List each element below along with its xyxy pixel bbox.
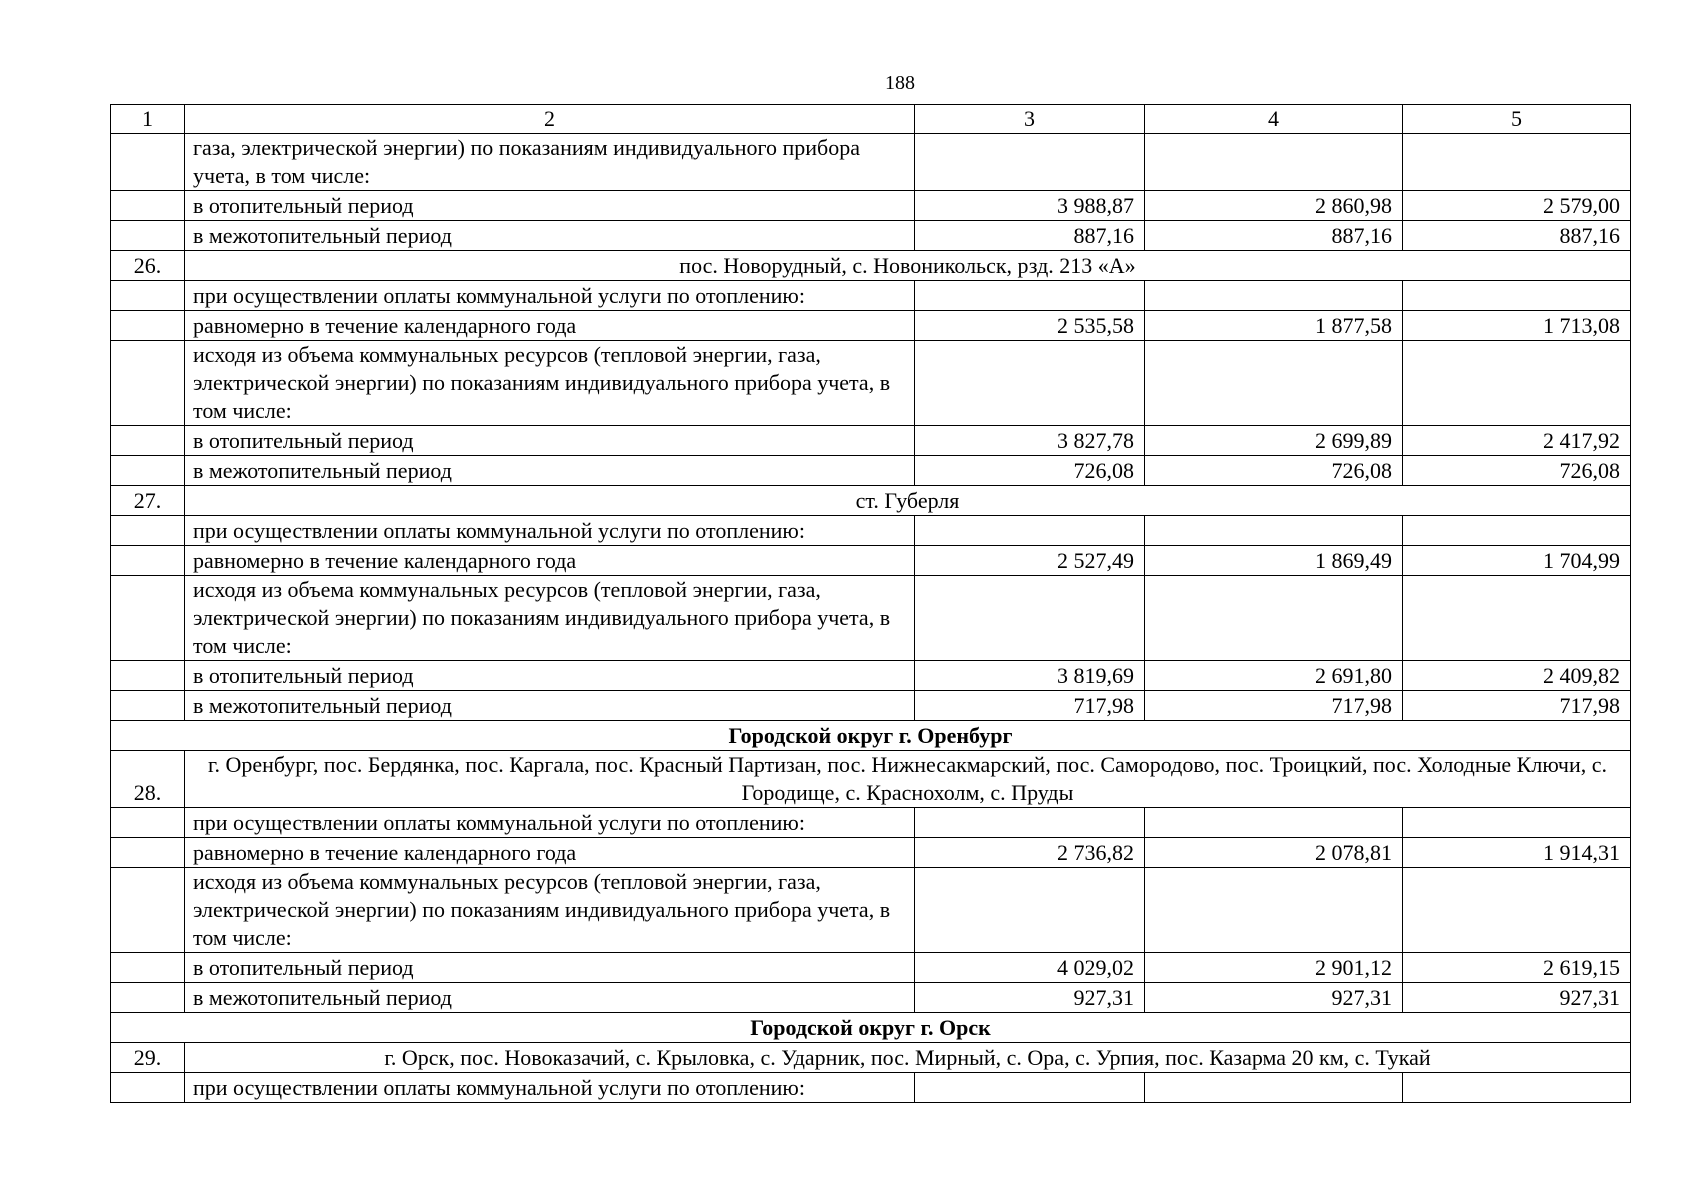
location-name: пос. Новорудный, с. Новоникольск, рзд. 213 «А» xyxy=(185,251,1631,281)
value-col-3: 3 988,87 xyxy=(915,191,1145,221)
table-row xyxy=(111,546,1631,576)
row-number xyxy=(111,456,185,486)
value-col-5: 2 579,00 xyxy=(1403,191,1631,221)
row-number xyxy=(111,341,185,426)
value-col-4: 2 901,12 xyxy=(1145,953,1403,983)
value-col-5 xyxy=(1403,341,1631,426)
row-number xyxy=(111,281,185,311)
value-col-3 xyxy=(915,281,1145,311)
value-col-5 xyxy=(1403,808,1631,838)
value-col-4 xyxy=(1145,808,1403,838)
row-number xyxy=(111,838,185,868)
section-header-row xyxy=(111,721,1631,751)
row-description: равномерно в течение календарного года xyxy=(185,838,915,868)
value-col-4: 2 699,89 xyxy=(1145,426,1403,456)
column-header: 5 xyxy=(1403,105,1631,134)
value-col-4 xyxy=(1145,1073,1403,1103)
value-col-3: 2 736,82 xyxy=(915,838,1145,868)
value-col-5: 1 914,31 xyxy=(1403,838,1631,868)
value-col-4 xyxy=(1145,576,1403,661)
value-col-4: 927,31 xyxy=(1145,983,1403,1013)
value-col-4: 1 877,58 xyxy=(1145,311,1403,341)
row-number: 29. xyxy=(111,1043,185,1073)
row-description: равномерно в течение календарного года xyxy=(185,546,915,576)
table-row xyxy=(111,456,1631,486)
value-col-3 xyxy=(915,1073,1145,1103)
column-header: 4 xyxy=(1145,105,1403,134)
table-row xyxy=(111,808,1631,838)
value-col-4 xyxy=(1145,516,1403,546)
section-header-row xyxy=(111,1013,1631,1043)
row-description: в межотопительный период xyxy=(185,221,915,251)
value-col-3 xyxy=(915,134,1145,191)
value-col-3: 3 827,78 xyxy=(915,426,1145,456)
table-row xyxy=(111,426,1631,456)
value-col-4 xyxy=(1145,134,1403,191)
value-col-5: 2 409,82 xyxy=(1403,661,1631,691)
row-description: газа, электрической энергии) по показаниям индивидуального прибора учета, в том числе: xyxy=(185,134,915,191)
value-col-3 xyxy=(915,516,1145,546)
value-col-3 xyxy=(915,576,1145,661)
table-row xyxy=(111,868,1631,953)
column-header: 1 xyxy=(111,105,185,134)
row-description: в отопительный период xyxy=(185,661,915,691)
value-col-3: 717,98 xyxy=(915,691,1145,721)
row-description: исходя из объема коммунальных ресурсов (тепловой энергии, газа, электрической энергии) по показаниям индивидуального прибора учета, в том числе: xyxy=(185,341,915,426)
table-row xyxy=(111,191,1631,221)
value-col-5 xyxy=(1403,576,1631,661)
value-col-3: 726,08 xyxy=(915,456,1145,486)
row-number xyxy=(111,1073,185,1103)
table-row xyxy=(111,1073,1631,1103)
row-number xyxy=(111,311,185,341)
value-col-5 xyxy=(1403,134,1631,191)
value-col-3: 4 029,02 xyxy=(915,953,1145,983)
location-row xyxy=(111,1043,1631,1073)
section-title: Городской округ г. Орск xyxy=(111,1013,1631,1043)
table-row xyxy=(111,281,1631,311)
value-col-3: 2 535,58 xyxy=(915,311,1145,341)
value-col-3: 2 527,49 xyxy=(915,546,1145,576)
row-number xyxy=(111,516,185,546)
value-col-4: 2 078,81 xyxy=(1145,838,1403,868)
value-col-4: 2 860,98 xyxy=(1145,191,1403,221)
value-col-5 xyxy=(1403,281,1631,311)
value-col-5: 2 417,92 xyxy=(1403,426,1631,456)
row-description: при осуществлении оплаты коммунальной услуги по отоплению: xyxy=(185,516,915,546)
row-number xyxy=(111,953,185,983)
value-col-5: 717,98 xyxy=(1403,691,1631,721)
value-col-5: 726,08 xyxy=(1403,456,1631,486)
row-number xyxy=(111,546,185,576)
row-description: в отопительный период xyxy=(185,426,915,456)
value-col-3 xyxy=(915,868,1145,953)
value-col-3 xyxy=(915,341,1145,426)
value-col-5: 927,31 xyxy=(1403,983,1631,1013)
row-number: 26. xyxy=(111,251,185,281)
location-name: г. Орск, пос. Новоказачий, с. Крыловка, с. Ударник, пос. Мирный, с. Ора, с. Урпия, пос. Казарма 20 км, с. Тукай xyxy=(185,1043,1631,1073)
row-number xyxy=(111,191,185,221)
value-col-5: 887,16 xyxy=(1403,221,1631,251)
row-number xyxy=(111,221,185,251)
value-col-5: 2 619,15 xyxy=(1403,953,1631,983)
column-header: 3 xyxy=(915,105,1145,134)
table-row xyxy=(111,838,1631,868)
row-description: исходя из объема коммунальных ресурсов (тепловой энергии, газа, электрической энергии) по показаниям индивидуального прибора учета, в том числе: xyxy=(185,576,915,661)
table-row xyxy=(111,983,1631,1013)
row-number xyxy=(111,426,185,456)
table-row xyxy=(111,311,1631,341)
tariff-table xyxy=(110,104,1631,1103)
value-col-4 xyxy=(1145,341,1403,426)
row-number: 27. xyxy=(111,486,185,516)
table-row xyxy=(111,221,1631,251)
row-number xyxy=(111,808,185,838)
row-description: при осуществлении оплаты коммунальной услуги по отоплению: xyxy=(185,281,915,311)
value-col-4 xyxy=(1145,281,1403,311)
row-number: 28. xyxy=(111,751,185,808)
value-col-5 xyxy=(1403,868,1631,953)
value-col-5: 1 713,08 xyxy=(1403,311,1631,341)
value-col-4: 1 869,49 xyxy=(1145,546,1403,576)
row-description: в межотопительный период xyxy=(185,456,915,486)
row-description: в межотопительный период xyxy=(185,983,915,1013)
row-number xyxy=(111,576,185,661)
location-name: ст. Губерля xyxy=(185,486,1631,516)
table-row xyxy=(111,953,1631,983)
column-header: 2 xyxy=(185,105,915,134)
table-row xyxy=(111,691,1631,721)
location-row xyxy=(111,251,1631,281)
row-number xyxy=(111,868,185,953)
row-number xyxy=(111,691,185,721)
value-col-4: 726,08 xyxy=(1145,456,1403,486)
value-col-4: 717,98 xyxy=(1145,691,1403,721)
table-header-row xyxy=(111,105,1631,134)
row-number xyxy=(111,983,185,1013)
section-title: Городской округ г. Оренбург xyxy=(111,721,1631,751)
value-col-5: 1 704,99 xyxy=(1403,546,1631,576)
row-number xyxy=(111,134,185,191)
value-col-3 xyxy=(915,808,1145,838)
table-row xyxy=(111,134,1631,191)
value-col-5 xyxy=(1403,516,1631,546)
location-row xyxy=(111,486,1631,516)
value-col-4 xyxy=(1145,868,1403,953)
table-row xyxy=(111,516,1631,546)
table-row xyxy=(111,341,1631,426)
table-row xyxy=(111,576,1631,661)
location-name: г. Оренбург, пос. Бердянка, пос. Каргала, пос. Красный Партизан, пос. Нижнесакмарский, пос. Самородово, пос. Троицкий, пос. Холодные Ключи, с. Городище, с. Краснохолм, с. Пруды xyxy=(185,751,1631,808)
row-number xyxy=(111,661,185,691)
row-description: равномерно в течение календарного года xyxy=(185,311,915,341)
row-description: при осуществлении оплаты коммунальной услуги по отоплению: xyxy=(185,1073,915,1103)
row-description: в межотопительный период xyxy=(185,691,915,721)
value-col-3: 887,16 xyxy=(915,221,1145,251)
value-col-3: 927,31 xyxy=(915,983,1145,1013)
value-col-4: 2 691,80 xyxy=(1145,661,1403,691)
table-row xyxy=(111,661,1631,691)
row-description: при осуществлении оплаты коммунальной услуги по отоплению: xyxy=(185,808,915,838)
row-description: в отопительный период xyxy=(185,191,915,221)
location-row xyxy=(111,751,1631,808)
value-col-4: 887,16 xyxy=(1145,221,1403,251)
value-col-5 xyxy=(1403,1073,1631,1103)
page-number: 188 xyxy=(885,72,915,94)
value-col-3: 3 819,69 xyxy=(915,661,1145,691)
row-description: в отопительный период xyxy=(185,953,915,983)
row-description: исходя из объема коммунальных ресурсов (тепловой энергии, газа, электрической энергии) по показаниям индивидуального прибора учета, в том числе: xyxy=(185,868,915,953)
